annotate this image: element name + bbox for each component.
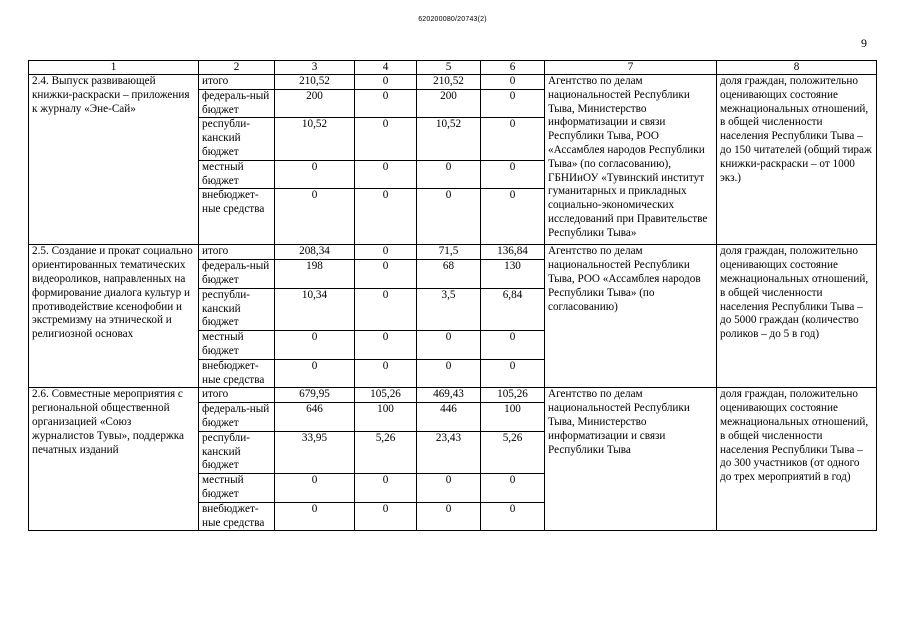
table-row [29,245,877,260]
column-header: 5 [417,61,481,75]
funding-source: республи-канский бюджет [199,431,275,473]
value-col-4: 105,26 [355,388,417,403]
value-col-3: 0 [275,189,355,245]
value-col-5: 0 [417,331,481,360]
value-col-5: 68 [417,260,481,289]
value-col-6: 6,84 [481,288,545,330]
program-table [28,60,877,531]
value-col-5: 0 [417,474,481,503]
table-row [29,75,877,90]
column-header: 4 [355,61,417,75]
value-col-5: 446 [417,403,481,432]
value-col-5: 0 [417,189,481,245]
value-col-3: 0 [275,502,355,531]
value-col-6: 0 [481,189,545,245]
value-col-4: 5,26 [355,431,417,473]
event-name: 2.5. Создание и прокат социально ориентированных тематических видеороликов, направленных на формирование диалога культур и противодействие ксенофобии и экстремизму на этнической и религиозной основах [29,245,199,388]
funding-source: внебюджет-ные средства [199,502,275,531]
page-number: 9 [861,36,867,50]
value-col-6: 0 [481,502,545,531]
value-col-6: 136,84 [481,245,545,260]
value-col-3: 198 [275,260,355,289]
value-col-5: 210,52 [417,75,481,90]
value-col-5: 3,5 [417,288,481,330]
column-header: 6 [481,61,545,75]
value-col-6: 0 [481,474,545,503]
column-header: 2 [199,61,275,75]
funding-source: внебюджет-ные средства [199,189,275,245]
value-col-5: 200 [417,89,481,118]
value-col-5: 0 [417,160,481,189]
target-indicator: доля граждан, положительно оценивающих состояние межнациональных отношений, в общей численности населения Республики Тыва – до 300 участников (от одного до трех мероприятий в год) [717,388,877,531]
funding-source: республи-канский бюджет [199,288,275,330]
value-col-4: 0 [355,189,417,245]
funding-source: итого [199,388,275,403]
value-col-3: 0 [275,474,355,503]
funding-source: местный бюджет [199,474,275,503]
value-col-6: 0 [481,160,545,189]
value-col-6: 105,26 [481,388,545,403]
value-col-4: 0 [355,118,417,160]
value-col-4: 0 [355,260,417,289]
value-col-4: 0 [355,474,417,503]
funding-source: итого [199,245,275,260]
value-col-4: 0 [355,359,417,388]
column-header: 8 [717,61,877,75]
value-col-3: 33,95 [275,431,355,473]
funding-source: внебюджет-ные средства [199,359,275,388]
target-indicator: доля граждан, положительно оценивающих состояние межнациональных отношений, в общей численности населения Республики Тыва – до 150 читателей (общий тираж книжки-раскраски – от 1000 экз.) [717,75,877,245]
funding-source: местный бюджет [199,331,275,360]
funding-source: федераль-ный бюджет [199,260,275,289]
value-col-6: 5,26 [481,431,545,473]
value-col-4: 100 [355,403,417,432]
executors: Агентство по делам национальностей Республики Тыва, Министерство информатизации и связи Республики Тыва [545,388,717,531]
value-col-5: 10,52 [417,118,481,160]
funding-source: федераль-ный бюджет [199,89,275,118]
value-col-5: 0 [417,359,481,388]
value-col-6: 100 [481,403,545,432]
value-col-3: 646 [275,403,355,432]
value-col-4: 0 [355,288,417,330]
value-col-3: 10,34 [275,288,355,330]
column-header: 7 [545,61,717,75]
funding-source: республи-канский бюджет [199,118,275,160]
header-row [29,61,877,75]
value-col-3: 208,34 [275,245,355,260]
value-col-4: 0 [355,502,417,531]
value-col-5: 469,43 [417,388,481,403]
table-row [29,388,877,403]
target-indicator: доля граждан, положительно оценивающих состояние межнациональных отношений, в общей численности населения Республики Тыва – до 5000 граждан (количество роликов – до 5 в год) [717,245,877,388]
value-col-3: 0 [275,160,355,189]
event-name: 2.4. Выпуск развивающей книжки-раскраски – приложения к журналу «Эне-Сай» [29,75,199,245]
value-col-6: 0 [481,118,545,160]
value-col-5: 0 [417,502,481,531]
value-col-3: 10,52 [275,118,355,160]
value-col-4: 0 [355,75,417,90]
executors: Агентство по делам национальностей Республики Тыва, РОО «Ассамблея народов Республики Тыва» (по согласованию) [545,245,717,388]
column-header: 3 [275,61,355,75]
event-name: 2.6. Совместные мероприятия с региональной общественной организацией «Союз журналистов Тувы», поддержка печатных изданий [29,388,199,531]
value-col-6: 130 [481,260,545,289]
value-col-3: 0 [275,331,355,360]
value-col-6: 0 [481,359,545,388]
value-col-4: 0 [355,160,417,189]
value-col-3: 0 [275,359,355,388]
value-col-3: 679,95 [275,388,355,403]
value-col-5: 71,5 [417,245,481,260]
value-col-3: 200 [275,89,355,118]
value-col-4: 0 [355,89,417,118]
value-col-5: 23,43 [417,431,481,473]
value-col-6: 0 [481,75,545,90]
value-col-4: 0 [355,245,417,260]
funding-source: федераль-ный бюджет [199,403,275,432]
column-header: 1 [29,61,199,75]
value-col-3: 210,52 [275,75,355,90]
document-code: 620200080/20743(2) [418,16,487,23]
value-col-4: 0 [355,331,417,360]
value-col-6: 0 [481,89,545,118]
funding-source: итого [199,75,275,90]
executors: Агентство по делам национальностей Республики Тыва, Министерство информатизации и связи Республики Тыва, РОО «Ассамблея народов Республики Тыва» (по согласованию), ГБНИиОУ «Тувинский институт гуманитарных и прикладных социально-экономических исследований при Правительстве Республики Тыва» [545,75,717,245]
funding-source: местный бюджет [199,160,275,189]
value-col-6: 0 [481,331,545,360]
